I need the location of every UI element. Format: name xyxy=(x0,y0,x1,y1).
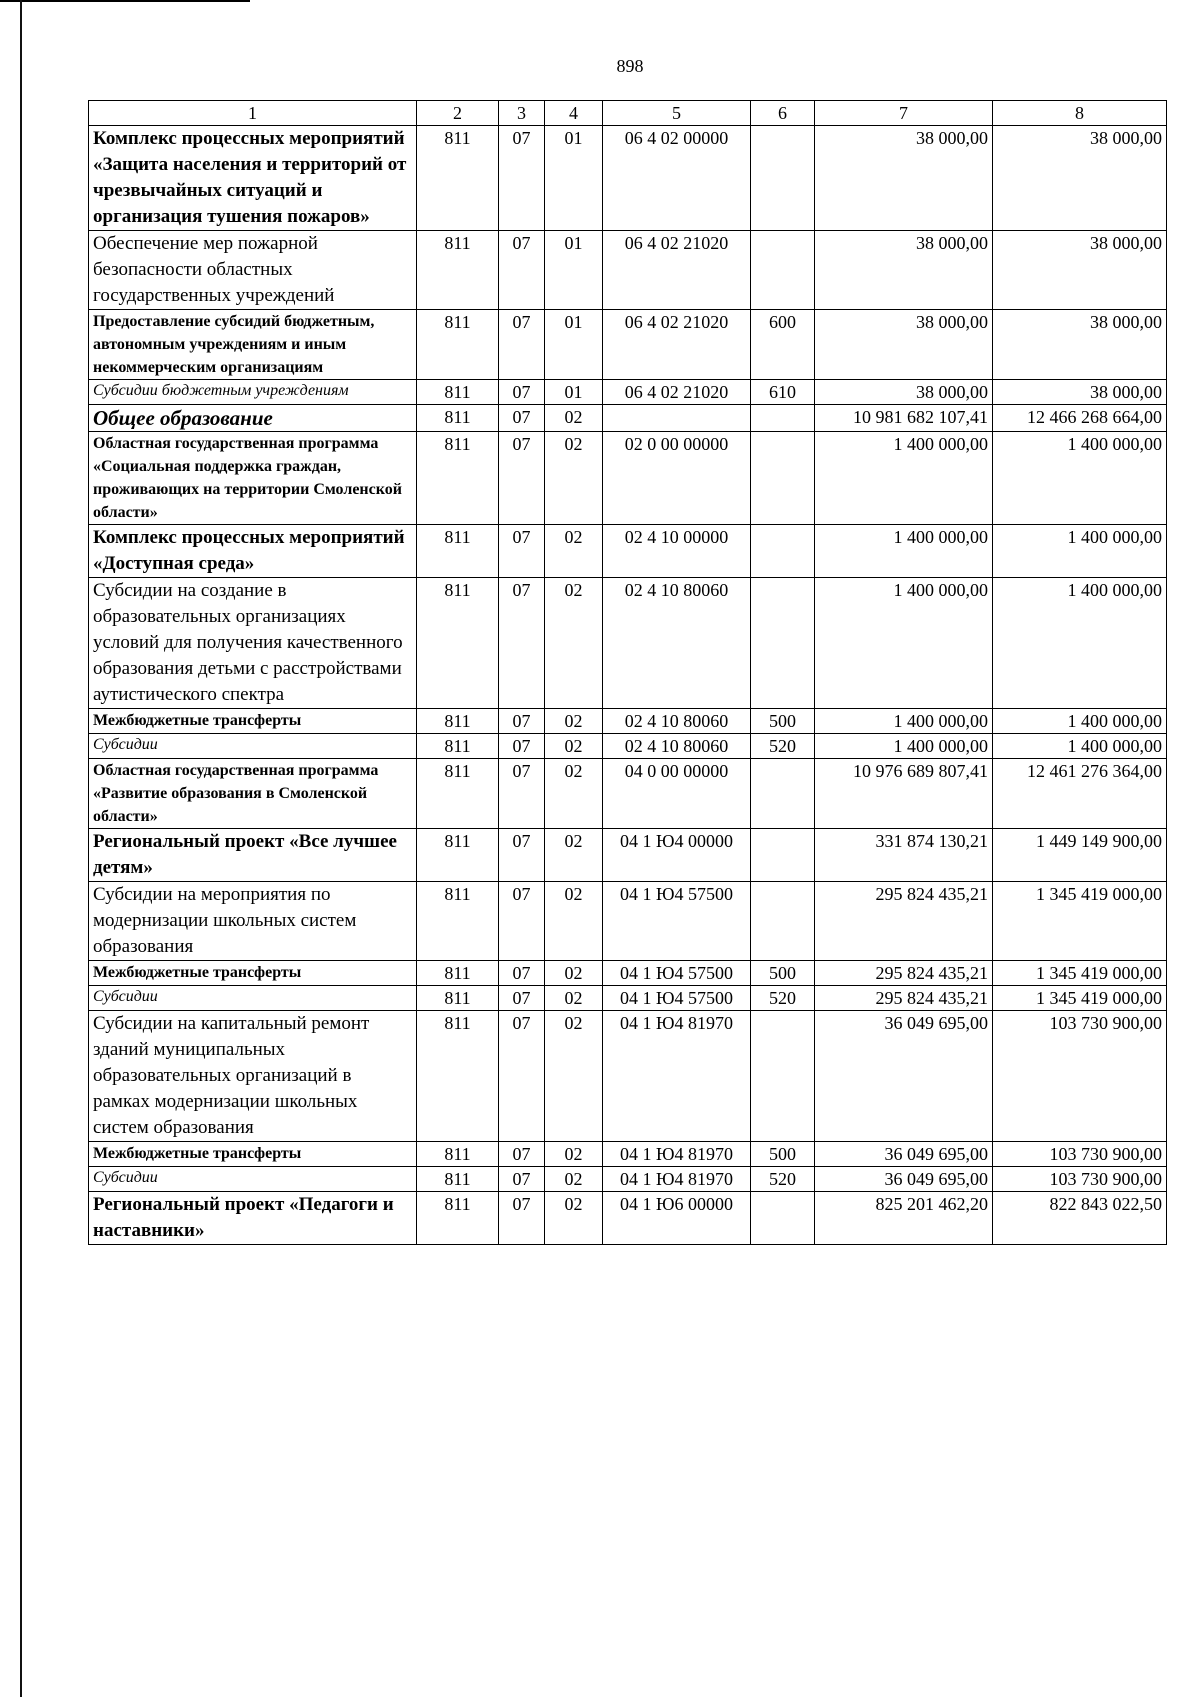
amount-year-1: 1 400 000,00 xyxy=(815,709,993,734)
expense-type-code xyxy=(751,432,815,525)
subsection-code: 02 xyxy=(545,405,603,432)
item-name: Обеспечение мер пожарной безопасности областных государственных учреждений xyxy=(89,231,417,310)
subsection-code: 02 xyxy=(545,1192,603,1245)
subsection-code: 02 xyxy=(545,961,603,986)
target-article-code: 04 1 Ю4 81970 xyxy=(603,1167,751,1192)
amount-year-1: 1 400 000,00 xyxy=(815,578,993,709)
item-name: Областная государственная программа «Социальная поддержка граждан, проживающих на территории Смоленской области» xyxy=(89,432,417,525)
ministry-code: 811 xyxy=(417,231,499,310)
section-code: 07 xyxy=(499,709,545,734)
amount-year-1: 38 000,00 xyxy=(815,231,993,310)
expense-type-code xyxy=(751,126,815,231)
section-code: 07 xyxy=(499,829,545,882)
amount-year-2: 103 730 900,00 xyxy=(993,1142,1167,1167)
subsection-code: 02 xyxy=(545,578,603,709)
ministry-code: 811 xyxy=(417,405,499,432)
target-article-code: 06 4 02 21020 xyxy=(603,380,751,405)
amount-year-1: 1 400 000,00 xyxy=(815,432,993,525)
section-code: 07 xyxy=(499,231,545,310)
amount-year-2: 12 461 276 364,00 xyxy=(993,759,1167,829)
table-row xyxy=(89,829,1167,882)
ministry-code: 811 xyxy=(417,961,499,986)
ministry-code: 811 xyxy=(417,734,499,759)
target-article-code: 04 0 00 00000 xyxy=(603,759,751,829)
expense-type-code xyxy=(751,882,815,961)
ministry-code: 811 xyxy=(417,432,499,525)
target-article-code: 06 4 02 00000 xyxy=(603,126,751,231)
target-article-code: 02 4 10 80060 xyxy=(603,578,751,709)
item-name: Субсидии на мероприятия по модернизации школьных систем образования xyxy=(89,882,417,961)
item-name: Комплекс процессных мероприятий «Защита населения и территорий от чрезвычайных ситуаций и организация тушения пожаров» xyxy=(89,126,417,231)
target-article-code xyxy=(603,405,751,432)
section-code: 07 xyxy=(499,432,545,525)
header-cell: 1 xyxy=(89,101,417,126)
subsection-code: 02 xyxy=(545,1167,603,1192)
amount-year-1: 36 049 695,00 xyxy=(815,1167,993,1192)
expense-type-code xyxy=(751,525,815,578)
amount-year-2: 1 400 000,00 xyxy=(993,578,1167,709)
amount-year-1: 10 976 689 807,41 xyxy=(815,759,993,829)
table-row xyxy=(89,525,1167,578)
section-code: 07 xyxy=(499,1192,545,1245)
table-row xyxy=(89,432,1167,525)
header-cell: 6 xyxy=(751,101,815,126)
amount-year-1: 36 049 695,00 xyxy=(815,1142,993,1167)
amount-year-2: 38 000,00 xyxy=(993,231,1167,310)
target-article-code: 02 0 00 00000 xyxy=(603,432,751,525)
amount-year-1: 38 000,00 xyxy=(815,310,993,380)
amount-year-2: 103 730 900,00 xyxy=(993,1011,1167,1142)
section-code: 07 xyxy=(499,961,545,986)
item-name: Комплекс процессных мероприятий «Доступная среда» xyxy=(89,525,417,578)
amount-year-1: 825 201 462,20 xyxy=(815,1192,993,1245)
amount-year-2: 1 449 149 900,00 xyxy=(993,829,1167,882)
item-name: Субсидии xyxy=(89,734,417,759)
ministry-code: 811 xyxy=(417,1011,499,1142)
amount-year-2: 38 000,00 xyxy=(993,380,1167,405)
header-cell: 3 xyxy=(499,101,545,126)
expense-type-code: 520 xyxy=(751,1167,815,1192)
header-cell: 7 xyxy=(815,101,993,126)
section-code: 07 xyxy=(499,759,545,829)
amount-year-2: 38 000,00 xyxy=(993,126,1167,231)
item-name: Субсидии бюджетным учреждениям xyxy=(89,380,417,405)
amount-year-2: 1 345 419 000,00 xyxy=(993,882,1167,961)
subsection-code: 02 xyxy=(545,759,603,829)
subsection-code: 02 xyxy=(545,829,603,882)
target-article-code: 04 1 Ю4 81970 xyxy=(603,1142,751,1167)
expense-type-code: 520 xyxy=(751,734,815,759)
header-cell: 8 xyxy=(993,101,1167,126)
item-name: Межбюджетные трансферты xyxy=(89,709,417,734)
subsection-code: 01 xyxy=(545,310,603,380)
table-header-row xyxy=(89,101,1167,126)
table-row xyxy=(89,380,1167,405)
amount-year-2: 38 000,00 xyxy=(993,310,1167,380)
table-row xyxy=(89,126,1167,231)
target-article-code: 04 1 Ю4 00000 xyxy=(603,829,751,882)
amount-year-2: 12 466 268 664,00 xyxy=(993,405,1167,432)
item-name: Межбюджетные трансферты xyxy=(89,1142,417,1167)
subsection-code: 02 xyxy=(545,709,603,734)
item-name: Региональный проект «Все лучшее детям» xyxy=(89,829,417,882)
target-article-code: 02 4 10 80060 xyxy=(603,709,751,734)
subsection-code: 01 xyxy=(545,231,603,310)
item-name: Субсидии на создание в образовательных организациях условий для получения качественного образования детьми с расстройствами аутистического спектра xyxy=(89,578,417,709)
amount-year-1: 1 400 000,00 xyxy=(815,525,993,578)
subsection-code: 02 xyxy=(545,525,603,578)
amount-year-1: 331 874 130,21 xyxy=(815,829,993,882)
target-article-code: 04 1 Ю6 00000 xyxy=(603,1192,751,1245)
ministry-code: 811 xyxy=(417,882,499,961)
subsection-code: 02 xyxy=(545,432,603,525)
expense-type-code xyxy=(751,1192,815,1245)
table-row xyxy=(89,231,1167,310)
ministry-code: 811 xyxy=(417,709,499,734)
scan-edge-line-left xyxy=(20,0,22,1697)
subsection-code: 01 xyxy=(545,380,603,405)
expense-type-code xyxy=(751,829,815,882)
table-row xyxy=(89,882,1167,961)
header-cell: 2 xyxy=(417,101,499,126)
subsection-code: 02 xyxy=(545,986,603,1011)
amount-year-1: 295 824 435,21 xyxy=(815,961,993,986)
section-code: 07 xyxy=(499,310,545,380)
target-article-code: 06 4 02 21020 xyxy=(603,231,751,310)
section-code: 07 xyxy=(499,1142,545,1167)
amount-year-1: 36 049 695,00 xyxy=(815,1011,993,1142)
ministry-code: 811 xyxy=(417,829,499,882)
target-article-code: 04 1 Ю4 81970 xyxy=(603,1011,751,1142)
target-article-code: 04 1 Ю4 57500 xyxy=(603,882,751,961)
item-name: Субсидии xyxy=(89,986,417,1011)
expense-type-code: 610 xyxy=(751,380,815,405)
subsection-code: 02 xyxy=(545,882,603,961)
scan-edge-line-top xyxy=(0,0,250,2)
expense-type-code: 500 xyxy=(751,961,815,986)
ministry-code: 811 xyxy=(417,1142,499,1167)
section-code: 07 xyxy=(499,1011,545,1142)
section-code: 07 xyxy=(499,380,545,405)
target-article-code: 06 4 02 21020 xyxy=(603,310,751,380)
ministry-code: 811 xyxy=(417,578,499,709)
item-name: Областная государственная программа «Развитие образования в Смоленской области» xyxy=(89,759,417,829)
header-cell: 5 xyxy=(603,101,751,126)
item-name: Региональный проект «Педагоги и наставники» xyxy=(89,1192,417,1245)
expense-type-code: 600 xyxy=(751,310,815,380)
item-name: Субсидии на капитальный ремонт зданий муниципальных образовательных организаций в рамках модернизации школьных систем образования xyxy=(89,1011,417,1142)
ministry-code: 811 xyxy=(417,380,499,405)
page-number: 898 xyxy=(616,56,644,76)
ministry-code: 811 xyxy=(417,986,499,1011)
amount-year-2: 103 730 900,00 xyxy=(993,1167,1167,1192)
item-name: Общее образование xyxy=(89,405,417,432)
ministry-code: 811 xyxy=(417,525,499,578)
amount-year-1: 295 824 435,21 xyxy=(815,986,993,1011)
section-code: 07 xyxy=(499,1167,545,1192)
ministry-code: 811 xyxy=(417,1167,499,1192)
amount-year-1: 38 000,00 xyxy=(815,380,993,405)
ministry-code: 811 xyxy=(417,1192,499,1245)
table-row xyxy=(89,1192,1167,1245)
table-row xyxy=(89,759,1167,829)
target-article-code: 04 1 Ю4 57500 xyxy=(603,961,751,986)
expense-type-code xyxy=(751,1011,815,1142)
amount-year-2: 1 345 419 000,00 xyxy=(993,961,1167,986)
amount-year-2: 1 400 000,00 xyxy=(993,734,1167,759)
table-row xyxy=(89,1011,1167,1142)
table-row xyxy=(89,310,1167,380)
section-code: 07 xyxy=(499,986,545,1011)
expense-type-code: 520 xyxy=(751,986,815,1011)
amount-year-2: 1 345 419 000,00 xyxy=(993,986,1167,1011)
subsection-code: 02 xyxy=(545,734,603,759)
amount-year-2: 1 400 000,00 xyxy=(993,432,1167,525)
amount-year-2: 1 400 000,00 xyxy=(993,525,1167,578)
table-row xyxy=(89,734,1167,759)
ministry-code: 811 xyxy=(417,759,499,829)
expense-type-code: 500 xyxy=(751,709,815,734)
header-cell: 4 xyxy=(545,101,603,126)
target-article-code: 02 4 10 00000 xyxy=(603,525,751,578)
target-article-code: 02 4 10 80060 xyxy=(603,734,751,759)
amount-year-1: 1 400 000,00 xyxy=(815,734,993,759)
table-row xyxy=(89,1167,1167,1192)
section-code: 07 xyxy=(499,578,545,709)
amount-year-2: 1 400 000,00 xyxy=(993,709,1167,734)
expense-type-code xyxy=(751,405,815,432)
section-code: 07 xyxy=(499,525,545,578)
section-code: 07 xyxy=(499,405,545,432)
item-name: Субсидии xyxy=(89,1167,417,1192)
table-row xyxy=(89,1142,1167,1167)
section-code: 07 xyxy=(499,882,545,961)
item-name: Предоставление субсидий бюджетным, автономным учреждениям и иным некоммерческим организациям xyxy=(89,310,417,380)
section-code: 07 xyxy=(499,126,545,231)
expense-type-code: 500 xyxy=(751,1142,815,1167)
amount-year-1: 38 000,00 xyxy=(815,126,993,231)
subsection-code: 01 xyxy=(545,126,603,231)
budget-table xyxy=(88,100,1167,1245)
table-row xyxy=(89,578,1167,709)
amount-year-1: 10 981 682 107,41 xyxy=(815,405,993,432)
item-name: Межбюджетные трансферты xyxy=(89,961,417,986)
target-article-code: 04 1 Ю4 57500 xyxy=(603,986,751,1011)
amount-year-1: 295 824 435,21 xyxy=(815,882,993,961)
section-code: 07 xyxy=(499,734,545,759)
ministry-code: 811 xyxy=(417,126,499,231)
table-row xyxy=(89,986,1167,1011)
expense-type-code xyxy=(751,759,815,829)
table-row xyxy=(89,405,1167,432)
subsection-code: 02 xyxy=(545,1011,603,1142)
expense-type-code xyxy=(751,578,815,709)
table-row xyxy=(89,709,1167,734)
subsection-code: 02 xyxy=(545,1142,603,1167)
table-row xyxy=(89,961,1167,986)
expense-type-code xyxy=(751,231,815,310)
amount-year-2: 822 843 022,50 xyxy=(993,1192,1167,1245)
ministry-code: 811 xyxy=(417,310,499,380)
